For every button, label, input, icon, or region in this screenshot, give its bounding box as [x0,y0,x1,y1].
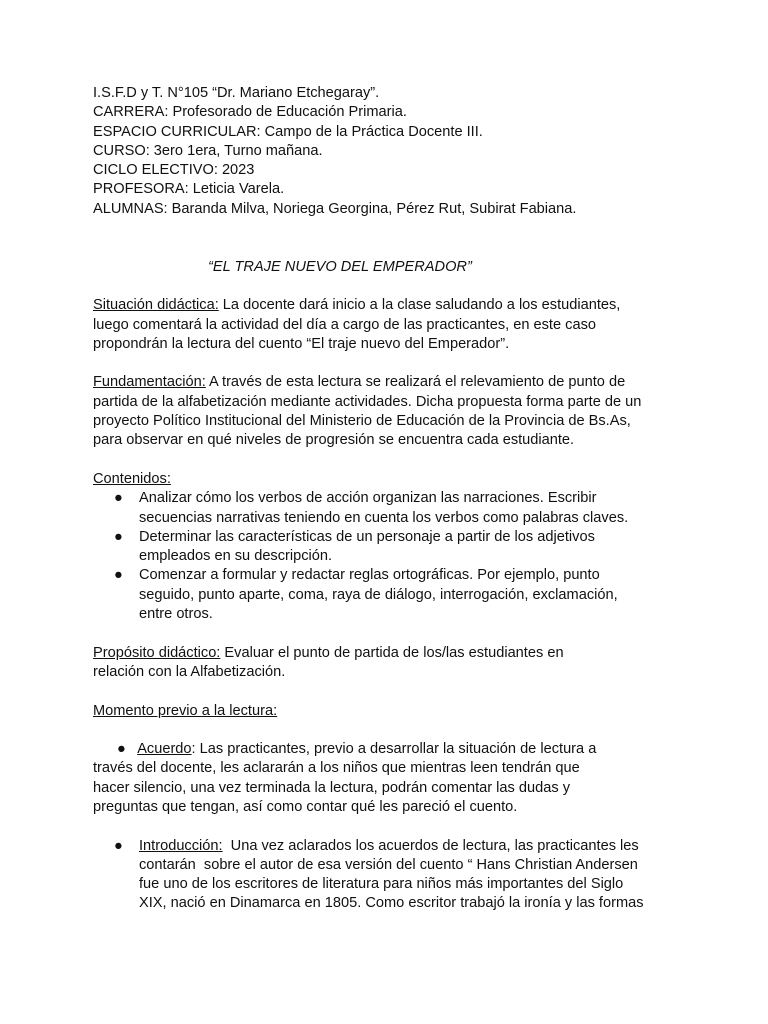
spacer [93,817,693,836]
bullet-icon: ● [114,490,123,507]
bullet-icon: ● [114,528,123,545]
espacio-curricular-line: ESPACIO CURRICULAR: Campo de la Práctica Docente III. [93,123,483,140]
bullet-icon: ● [114,837,123,854]
document-page [93,84,693,914]
spacer [93,721,693,740]
ciclo-line: CICLO ELECTIVO: 2023 [93,162,255,179]
momento-section [93,702,693,721]
list-item-text: empleados en su descripción. [139,548,333,565]
introduccion-text: XIX, nació en Dinamarca en 1805. Como escritor trabajó la ironía y las formas [139,895,644,912]
fundamentacion-heading: Fundamentación: [93,374,206,391]
acuerdo-text: : Las practicantes, previo a desarrollar la situación de lectura a [191,741,597,758]
spacer [93,451,693,470]
introduccion-text: Una vez aclarados los acuerdos de lectura, las practicantes les [222,837,639,854]
acuerdo-text: preguntas que tengan, así como contar qué les pareció el cuento. [93,798,518,815]
fundamentacion-text: A través de esta lectura se realizará el relevamiento de punto de [205,374,626,391]
contenidos-section [93,470,693,624]
acuerdo-heading: Acuerdo [137,741,192,758]
list-item [93,489,693,528]
proposito-heading: Propósito didáctico: [93,644,221,661]
situacion-text: luego comentará la actividad del día a cargo de las practicantes, en este caso [93,316,596,333]
proposito-text: relación con la Alfabetización. [93,663,286,680]
spacer [93,219,693,238]
carrera-line: CARRERA: Profesorado de Educación Primaria. [93,104,407,121]
proposito-text: Evaluar el punto de partida de los/las estudiantes en [220,644,564,661]
institution-line: I.S.F.D y T. N°105 “Dr. Mariano Etchegaray”. [93,85,380,101]
introduccion-list [93,837,693,914]
spacer [93,624,693,643]
list-item [93,837,693,914]
contenidos-heading: Contenidos: [93,470,171,487]
list-item-text: Comenzar a formular y redactar reglas ortográficas. Por ejemplo, punto [139,567,600,584]
spacer [93,238,693,257]
list-item-text: Determinar las características de un personaje a partir de los adjetivos [139,528,595,545]
bullet-icon: ● [114,567,123,584]
introduccion-heading: Introducción: [139,837,223,854]
acuerdo-section [93,740,693,817]
header-block [93,84,693,219]
spacer [93,277,693,296]
introduccion-section [93,837,693,914]
introduccion-text: fue uno de los escritores de literatura para niños más importantes del Siglo [139,876,624,893]
list-item [93,566,693,624]
acuerdo-text: través del docente, les aclararán a los niños que mientras leen tendrán que [93,760,580,777]
proposito-section [93,644,693,683]
spacer [93,682,693,701]
alumnas-line: ALUMNAS: Baranda Milva, Noriega Georgina, Pérez Rut, Subirat Fabiana. [93,200,577,217]
list-item-text: seguido, punto aparte, coma, raya de diálogo, interrogación, exclamación, [139,586,618,603]
spacer [93,354,693,373]
list-item-text: secuencias narrativas teniendo en cuenta los verbos como palabras claves. [139,509,629,526]
curso-line: CURSO: 3ero 1era, Turno mañana. [93,142,323,159]
situacion-section [93,296,693,354]
list-item [93,528,693,567]
list-item-text: Analizar cómo los verbos de acción organizan las narraciones. Escribir [139,490,597,507]
acuerdo-text: hacer silencio, una vez terminada la lectura, podrán comentar las dudas y [93,779,570,796]
situacion-heading: Situación didáctica: [93,297,219,314]
introduccion-text: contarán sobre el autor de esa versión del cuento “ Hans Christian Andersen [139,856,638,873]
bullet-icon: ● [117,741,126,758]
list-item-text: entre otros. [139,606,213,623]
fundamentacion-text: partida de la alfabetización mediante actividades. Dicha propuesta forma parte de un [93,393,642,410]
profesora-line: PROFESORA: Leticia Varela. [93,181,285,198]
momento-heading: Momento previo a la lectura: [93,702,278,719]
fundamentacion-section [93,373,693,450]
fundamentacion-text: para observar en qué niveles de progresión se encuentra cada estudiante. [93,432,575,449]
fundamentacion-text: proyecto Político Institucional del Ministerio de Educación de la Provincia de Bs.As, [93,413,631,430]
situacion-text: propondrán la lectura del cuento “El traje nuevo del Emperador”. [93,335,510,352]
contenidos-list [93,489,693,624]
situacion-text: La docente dará inicio a la clase saludando a los estudiantes, [218,297,621,314]
document-title: “EL TRAJE NUEVO DEL EMPERADOR” [208,258,472,275]
